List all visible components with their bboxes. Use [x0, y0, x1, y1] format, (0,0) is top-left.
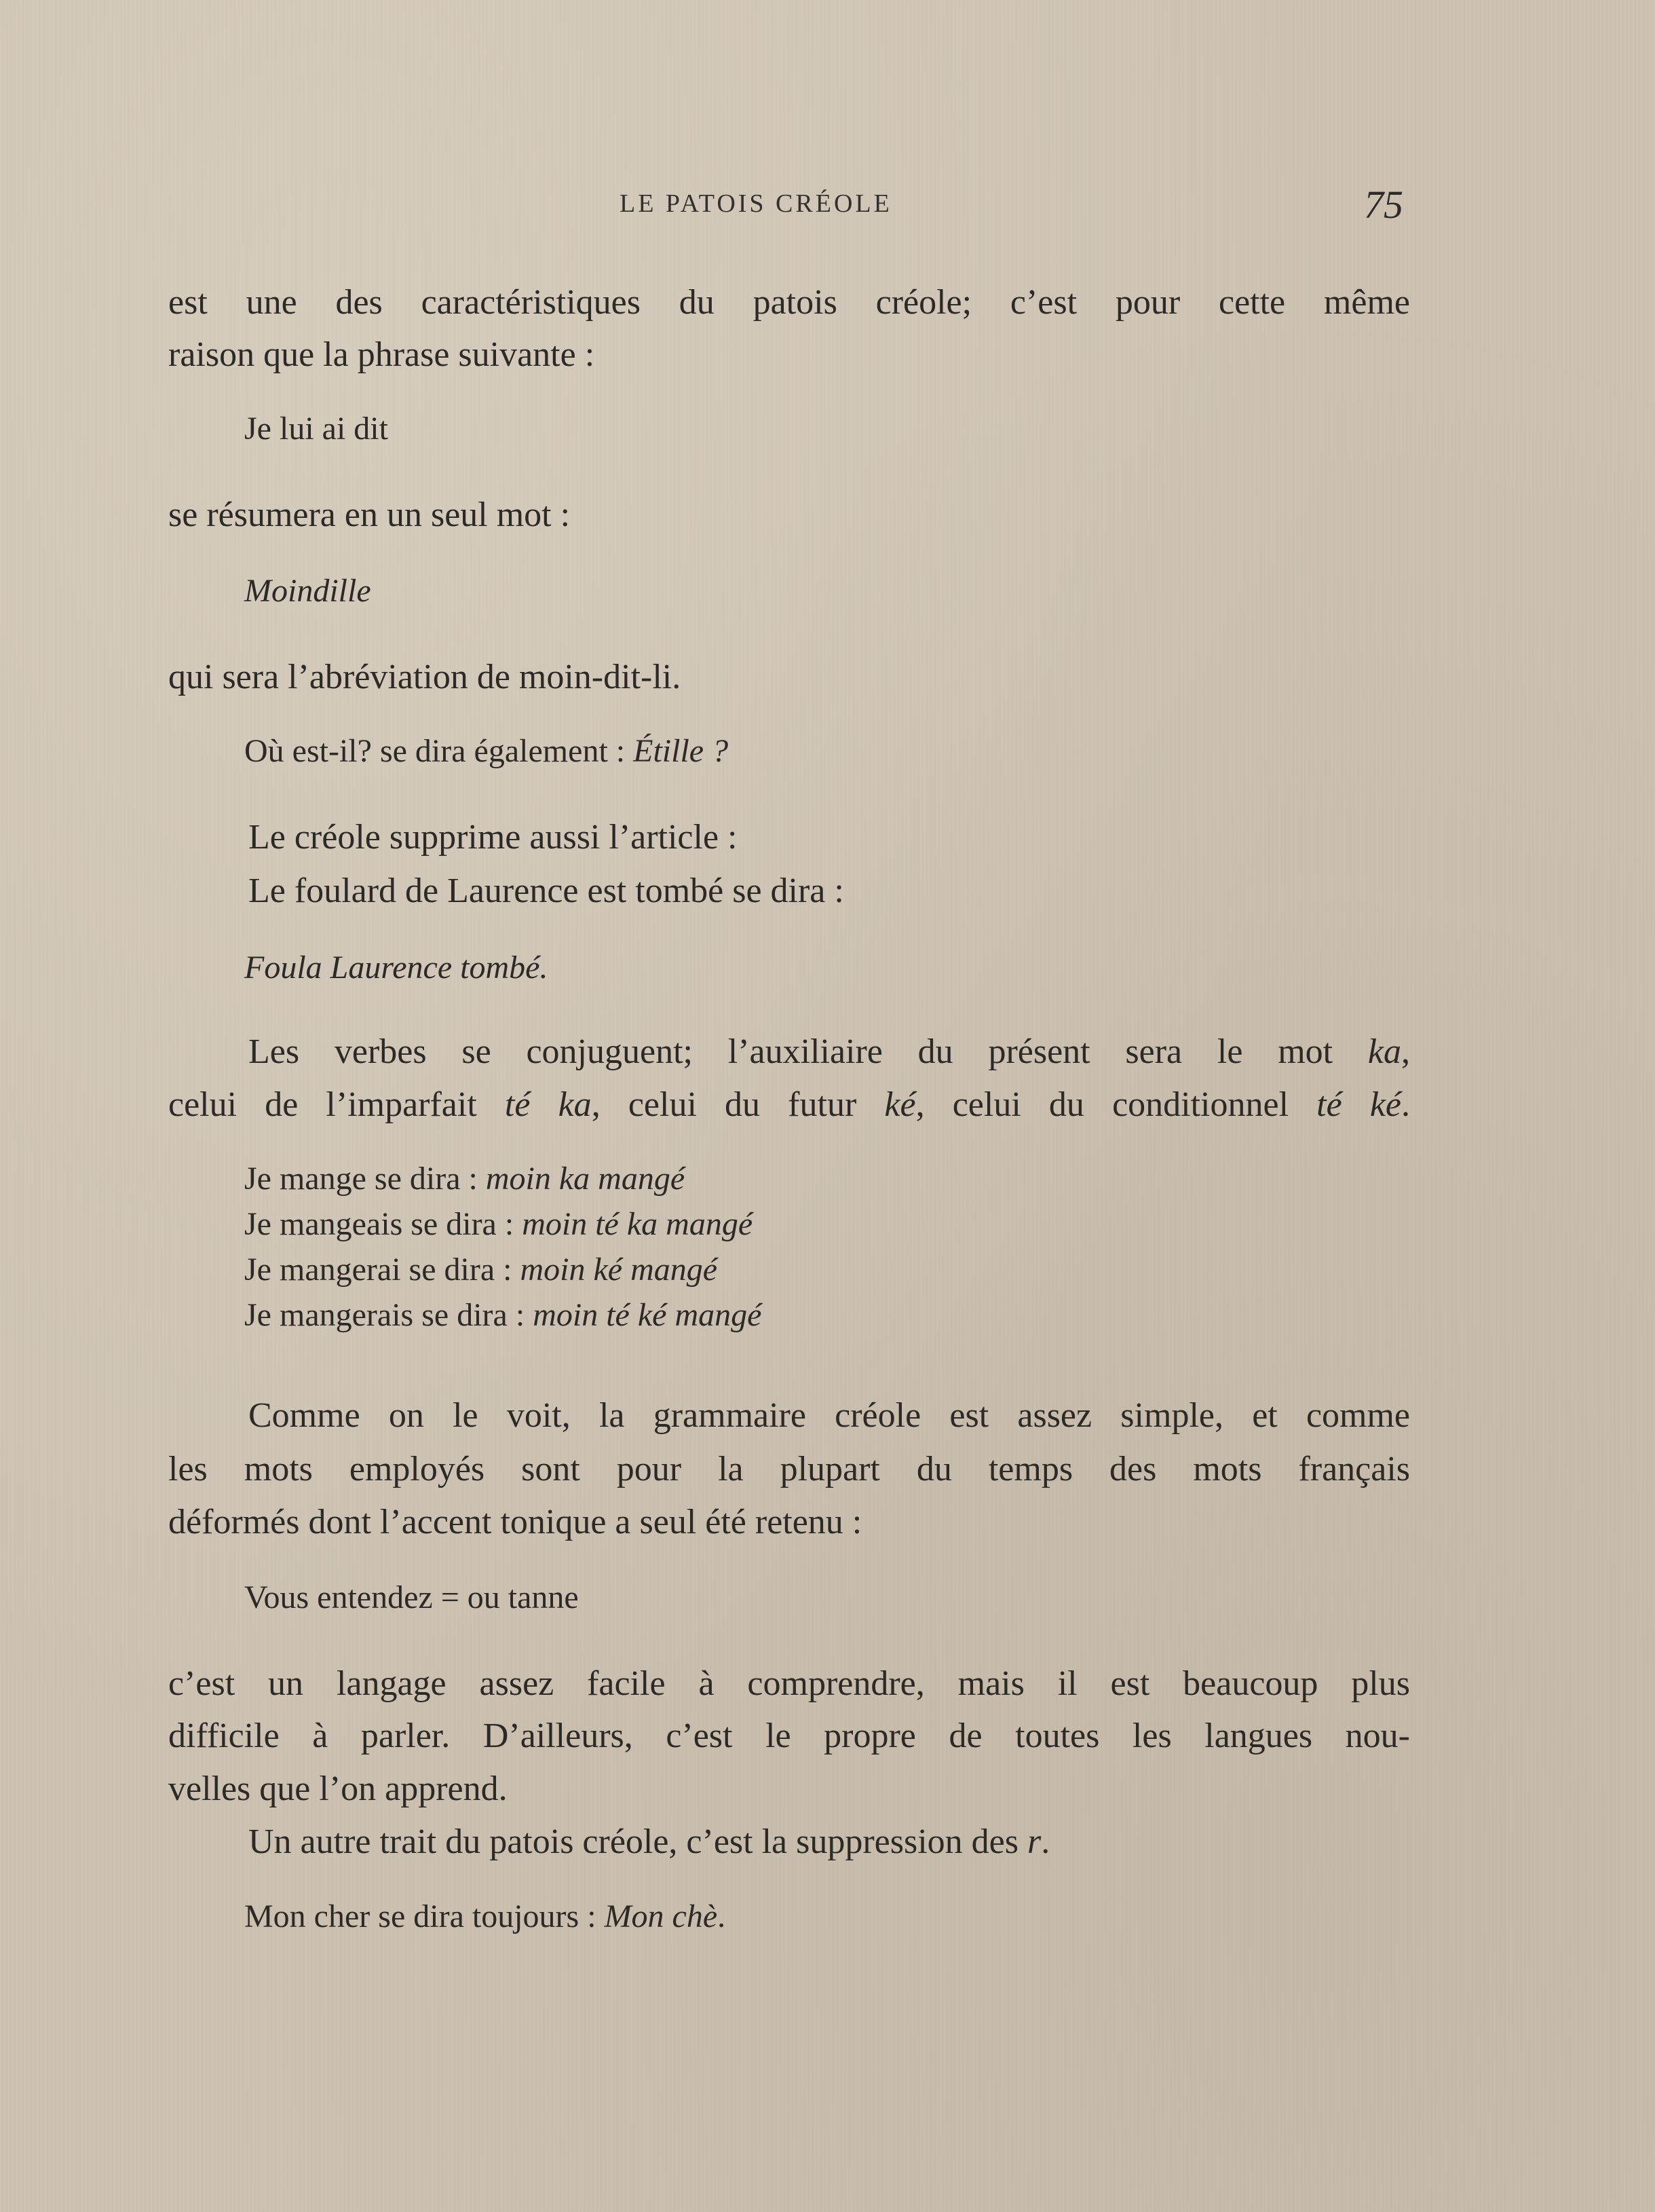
example-creole: Étille ?: [633, 733, 729, 769]
conjugation-french: Je mangerais se dira :: [244, 1297, 533, 1333]
paragraph-line: déformés dont l’accent tonique a seul été retenu :: [168, 1503, 862, 1541]
example-creole: Mon chè: [604, 1898, 718, 1934]
text-run: .: [717, 1898, 726, 1934]
example-line: Vous entendez = ou tanne: [244, 1579, 579, 1615]
conjugation-creole: moin té ké mangé: [533, 1297, 762, 1333]
paragraph-line: est une des caractéristiques du patois créole; c’est pour cette même: [168, 283, 1410, 322]
example-creole: Foula Laurence tombé.: [244, 950, 548, 986]
conjugation-creole: moin té ka mangé: [522, 1206, 753, 1242]
text-run: Un autre trait du patois créole, c’est la suppression des: [248, 1822, 1027, 1861]
example-french: Mon cher se dira toujours :: [244, 1898, 605, 1934]
conjugation-french: Je mangeais se dira :: [244, 1206, 522, 1242]
creole-term: ka: [1367, 1032, 1401, 1071]
text-run: ,: [1401, 1032, 1410, 1071]
creole-term: té ka: [504, 1085, 592, 1124]
example-line: [244, 1900, 725, 1933]
creole-term: ké: [884, 1085, 916, 1124]
text-run: Les verbes se conjuguent; l’auxiliaire du présent sera le mot: [248, 1032, 1368, 1071]
page-number: 75: [1364, 183, 1403, 227]
text-run: celui de l’imparfait: [168, 1085, 505, 1124]
creole-term: r: [1027, 1822, 1042, 1861]
conjugation-french: Je mangerai se dira :: [244, 1252, 520, 1288]
conjugation-french: Je mange se dira :: [244, 1161, 486, 1197]
paragraph-line: Comme on le voit, la grammaire créole est assez simple, et comme: [248, 1396, 1410, 1435]
paragraph-line: se résumera en un seul mot :: [168, 495, 571, 534]
paragraph-line: qui sera l’abréviation de moin-dit-li.: [168, 658, 681, 696]
paragraph-line: Le foulard de Laurence est tombé se dira :: [248, 871, 844, 910]
running-title: LE PATOIS CRÉOLE: [620, 189, 892, 218]
paragraph-line: difficile à parler. D’ailleurs, c’est le propre de toutes les langues nou-: [168, 1717, 1410, 1755]
conjugation-row: [244, 1163, 685, 1195]
creole-term: té ké: [1316, 1085, 1402, 1124]
text-run: , celui du conditionnel: [915, 1085, 1317, 1124]
paragraph-line: les mots employés sont pour la plupart du temps des mots français: [168, 1450, 1410, 1488]
paragraph-line: velles que l’on apprend.: [168, 1769, 508, 1808]
paragraph-line: c’est un langage assez facile à comprendre, mais il est beaucoup plus: [168, 1664, 1410, 1703]
example-creole: Moindille: [244, 573, 371, 609]
example-french: Où est-il? se dira également :: [244, 733, 634, 769]
conjugation-creole: moin ka mangé: [485, 1161, 685, 1197]
text-run: .: [1041, 1822, 1050, 1861]
conjugation-row: [244, 1208, 753, 1241]
example-line: Je lui ai dit: [244, 411, 388, 447]
paragraph-line: Le créole supprime aussi l’article :: [248, 818, 738, 857]
conjugation-row: [244, 1299, 761, 1332]
paragraph-line: [248, 1034, 1410, 1070]
paragraph-line: [168, 1087, 1410, 1123]
example-line: [244, 735, 728, 768]
text-run: , celui du futur: [591, 1085, 885, 1124]
conjugation-creole: moin ké mangé: [520, 1252, 718, 1288]
text-run: .: [1401, 1085, 1411, 1124]
paragraph-line: raison que la phrase suivante :: [168, 335, 595, 374]
conjugation-row: [244, 1254, 717, 1286]
paragraph-line: [248, 1824, 1050, 1860]
